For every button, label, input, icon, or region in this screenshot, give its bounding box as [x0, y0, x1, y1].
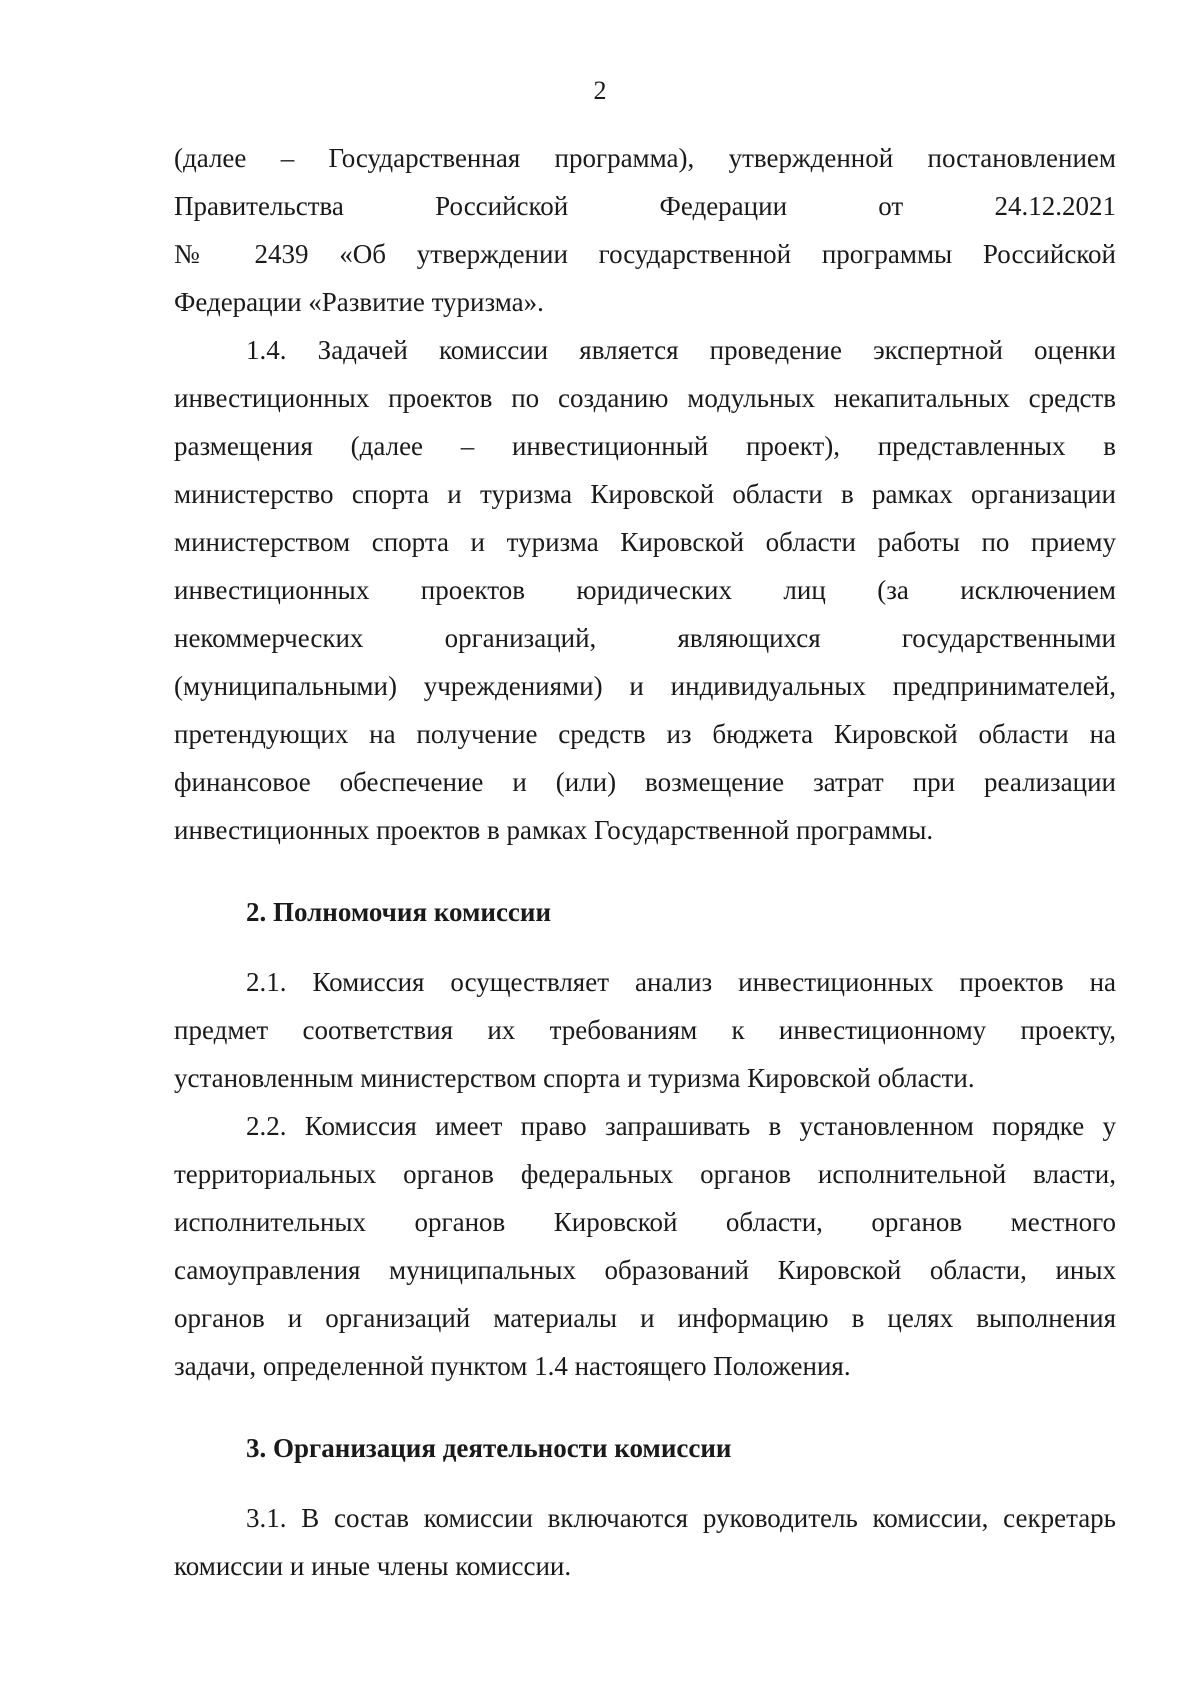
text-line: 1.4. Задачей комиссии является проведение экспертной оценки [246, 335, 1116, 365]
paragraph-2-1 [174, 958, 1116, 1102]
text-line: инвестиционных проектов по созданию модульных некапитальных средств [174, 383, 1116, 413]
text-line: самоуправления муниципальных образований Кировской области, иных [174, 1255, 1116, 1285]
text-line: задачи, определенной пунктом 1.4 настоящего Положения. [174, 1351, 851, 1381]
text-line: претендующих на получение средств из бюджета Кировской области на [174, 719, 1116, 749]
paragraph-3-1 [174, 1494, 1116, 1590]
text-line: комиссии и иные члены комиссии. [174, 1551, 572, 1581]
section-gap [174, 854, 1116, 888]
text-line: № 2439 «Об утверждении государственной программы Российской [174, 239, 1116, 269]
heading-gap [174, 1472, 1116, 1494]
text-line: финансовое обеспечение и (или) возмещение затрат при реализации [174, 767, 1116, 797]
text-line: (муниципальными) учреждениями) и индивидуальных предпринимателей, [174, 671, 1116, 701]
text-line: органов и организаций материалы и информацию в целях выполнения [174, 1303, 1116, 1333]
text-line: инвестиционных проектов в рамках Государственной программы. [174, 815, 934, 845]
text-line: размещения (далее – инвестиционный проект), представленных в [174, 431, 1116, 461]
text-line: 3.1. В состав комиссии включаются руководитель комиссии, секретарь [246, 1503, 1116, 1533]
text-line: министерством спорта и туризма Кировской области работы по приему [174, 527, 1116, 557]
text-line: территориальных органов федеральных органов исполнительной власти, [174, 1159, 1116, 1189]
text-line: некоммерческих организаций, являющихся государственными [174, 623, 1116, 653]
text-line: 2.1. Комиссия осуществляет анализ инвестиционных проектов на [246, 967, 1116, 997]
section-heading-2: 2. Полномочия комиссии [246, 897, 552, 927]
text-line: министерство спорта и туризма Кировской области в рамках организации [174, 479, 1116, 509]
text-line: инвестиционных проектов юридических лиц (за исключением [174, 575, 1116, 605]
text-line: предмет соответствия их требованиям к инвестиционному проекту, [174, 1015, 1116, 1045]
text-line: (далее – Государственная программа), утвержденной постановлением [174, 143, 1116, 173]
section-gap [174, 1390, 1116, 1424]
paragraph-continuation [174, 134, 1116, 326]
section-heading-3: 3. Организация деятельности комиссии [246, 1433, 732, 1463]
page-number: 2 [593, 76, 607, 105]
text-line: 2.2. Комиссия имеет право запрашивать в установленном порядке у [246, 1111, 1116, 1141]
text-line: Федерации «Развитие туризма». [174, 287, 544, 317]
paragraph-1-4 [174, 326, 1116, 854]
document-body [174, 134, 1116, 1590]
text-line: Правительства Российской Федерации от 24.12.2021 [174, 191, 1116, 221]
text-line: исполнительных органов Кировской области, органов местного [174, 1207, 1116, 1237]
paragraph-2-2 [174, 1102, 1116, 1390]
heading-gap [174, 936, 1116, 958]
text-line: установленным министерством спорта и туризма Кировской области. [174, 1063, 975, 1093]
